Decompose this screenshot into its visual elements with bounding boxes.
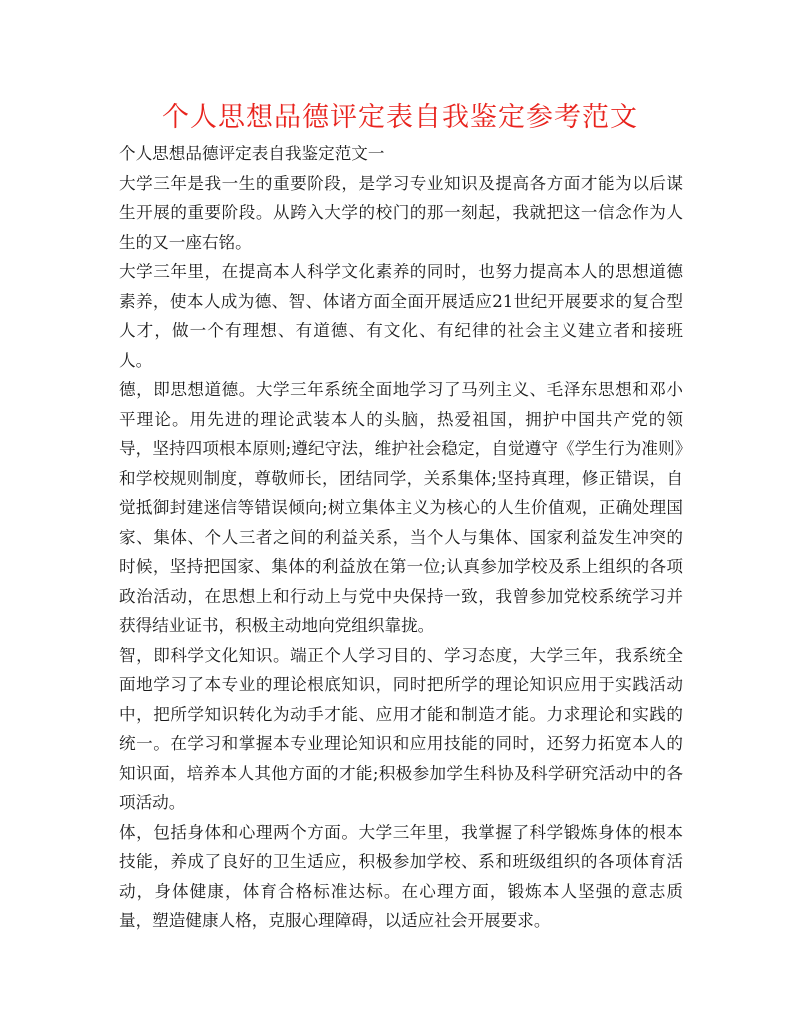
paragraph-intro: 大学三年是我一生的重要阶段，是学习专业知识及提高各方面才能为以后谋生开展的重要阶段。从跨入大学的校门的那一刻起，我就把这一信念作为人生的又一座右铭。 (119, 173, 683, 252)
paragraph-morality: 德，即思想道德。大学三年系统全面地学习了马列主义、毛泽东思想和邓小平理论。用先进的理论武装本人的头脑，热爱祖国，拥护中国共产党的领导，坚持四项根本原则;遵纪守法，维护社会稳定，自觉遵守《学生行为准则》和学校规则制度，尊敬师长，团结同学，关系集体;坚持真理，修正错误，自觉抵御封建迷信等错误倾向;树立集体主义为核心的人生价值观，正确处理国家、集体、个人三者之间的利益关系，当个人与集体、国家利益发生冲突的时候，坚持把国家、集体的利益放在第一位;认真参加学校及系上组织的各项政治活动，在思想上和行动上与党中央保持一致，我曾参加党校系统学习并获得结业证书，积极主动地向党组织靠拢。 (119, 380, 683, 635)
document-body (119, 139, 683, 936)
document-title: 个人思想品德评定表自我鉴定参考范文 (162, 102, 638, 133)
document-subtitle: 个人思想品德评定表自我鉴定范文一 (119, 144, 385, 163)
paragraph-goals: 大学三年里，在提高本人科学文化素养的同时，也努力提高本人的思想道德素养，使本人成为德、智、体诸方面全面开展适应21世纪开展要求的复合型人才，做一个有理想、有道德、有文化、有纪律的社会主义建立者和接班人。 (119, 262, 683, 370)
paragraph-physical: 体，包括身体和心理两个方面。大学三年里，我掌握了科学锻炼身体的根本技能，养成了良好的卫生适应，积极参加学校、系和班级组织的各项体育活动，身体健康，体育合格标准达标。在心理方面，锻炼本人坚强的意志质量，塑造健康人格，克服心理障碍，以适应社会开展要求。 (119, 822, 683, 930)
paragraph-knowledge: 智，即科学文化知识。端正个人学习目的、学习态度，大学三年，我系统全面地学习了本专业的理论根底知识，同时把所学的理论知识应用于实践活动中，把所学知识转化为动手才能、应用才能和制造才能。力求理论和实践的统一。在学习和掌握本专业理论知识和应用技能的同时，还努力拓宽本人的知识面，培养本人其他方面的才能;积极参加学生科协及科学研究活动中的各项活动。 (119, 645, 683, 812)
